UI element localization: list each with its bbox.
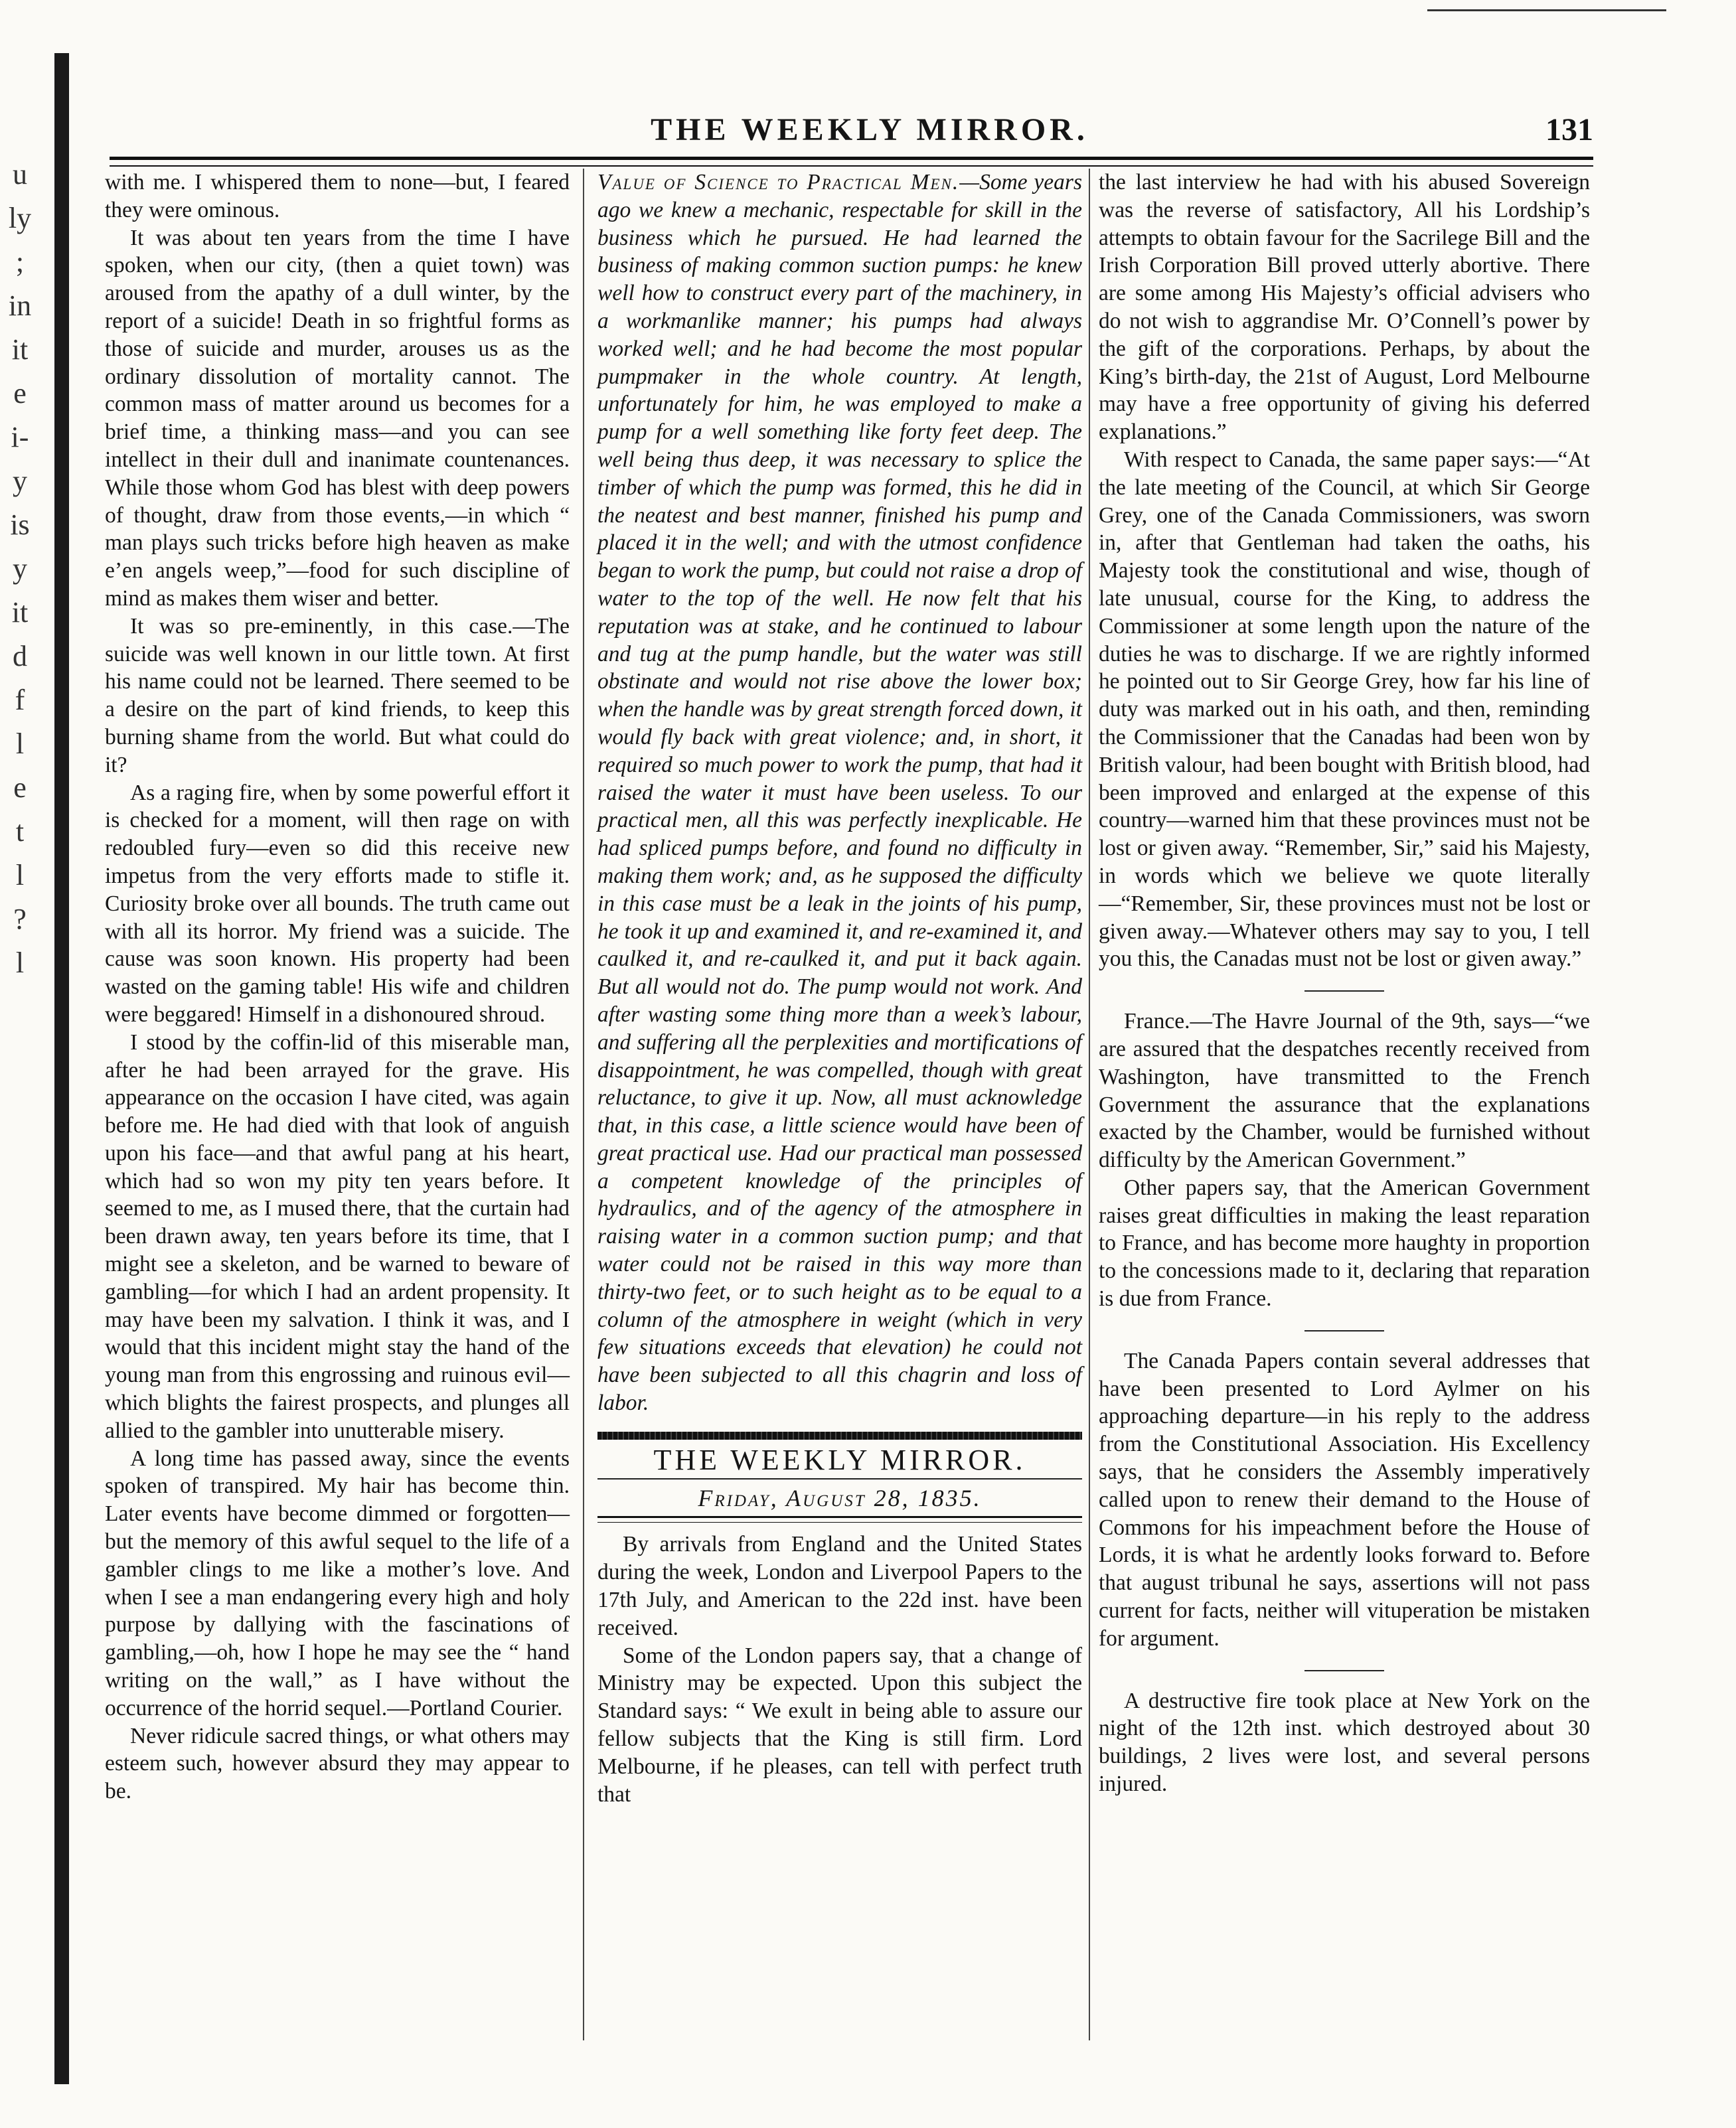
paragraph: It was about ten years from the time I have spoken, when our city, (then a quiet town) was aroused from the apathy of a dull winter, by the report of a suicide! Death in so frightful forms as those of suicide and murder, arouses us as the ordinary dissolution of mortality cannot. The common mass of matter around us becomes for a brief time, a thinking mass—and you can see intellect in their dull and inanimate countenances. While those whom God has blest with deep powers of thought, draw from those events,—in which “ man plays such tricks before high heaven as make e’en angels weep,”—food for such discipline of mind as makes them wiser and better. [105, 225, 570, 611]
running-title: THE WEEKLY MIRROR. [651, 112, 1089, 147]
masthead-rule [597, 1432, 1082, 1440]
margin-fragment: t [15, 815, 25, 848]
margin-fragment: y [13, 465, 27, 497]
column-1 [105, 169, 570, 1805]
margin-fragment: i- [11, 421, 29, 453]
paragraph: Other papers say, that the American Government raises great difficulties in making the least reparation to France, and has become more haughty in proportion to the concessions made to it, declaring that reparation is due from France. [1099, 1175, 1590, 1312]
article-heading: Value of Science to Practical Men. [597, 170, 960, 194]
margin-fragment: it [11, 333, 29, 366]
header-rule [110, 157, 1593, 167]
section-separator [1304, 1330, 1384, 1331]
paragraph: As a raging fire, when by some powerful effort it is checked for a moment, will then rage on with redoubled fury—even so did this receive new impetus from the very efforts made to stifle it. Curiosity broke over all bounds. The truth came out with all its horror. My friend was a suicide. The cause was soon known. His property had been wasted on the gaming table! His wife and children were beggared! Himself in a dishonoured shroud. [105, 780, 570, 1027]
paragraph: A long time has passed away, since the events spoken of transpired. My hair has become thin. Later events have become dimmed or forgotten—but the memory of this awful sequel to the life of a gambler clings to me like a mother’s love. And when I see a man endangering every high and holy purpose by dallying with the fascinations of gambling,—oh, how I hope he may see the “ hand writing on the wall,” as I have without the occurrence of the horrid sequel.—Portland Courier. [105, 1446, 570, 1720]
paragraph: Some of the London papers say, that a change of Ministry may be expected. Upon this subject the Standard says: “ We exult in being able to assure our fellow subjects that the King is still firm. Lord Melbourne, if he pleases, can tell with perfect truth that [597, 1643, 1082, 1807]
margin-fragment: u [13, 158, 27, 190]
margin-fragment: ; [15, 246, 25, 278]
margin-fragment: d [13, 640, 27, 672]
margin-fragment: ly [8, 202, 32, 234]
margin-fragment: is [10, 508, 30, 541]
margin-fragment: e [13, 377, 27, 410]
binding-shadow [54, 53, 69, 2084]
science-article [597, 169, 1082, 1417]
page-number: 131 [1545, 112, 1593, 147]
france-paragraph: France.—The Havre Journal of the 9th, says—“we are assured that the despatches recently received from Washington, have transmitted to the French Government the assurance that the explanations exacted by the Chamber, would be furnished without difficulty by the American Government.” [1099, 1009, 1590, 1173]
article-body: —Some years ago we knew a mechanic, respectable for skill in the business which he pursued. He had learned the business of making common suction pumps: he knew well how to construct every part of the machinery, in a workmanlike manner; his pumps had always worked well; and he had become the most popular pumpmaker in the whole country. At length, unfortunately for him, he was employed to make a pump for a well something like forty feet deep. The well being thus deep, it was necessary to splice the timber of which the pump was formed, this he did in the neatest and best manner, finished his pump and placed it in the well; and with the utmost confidence began to work the pump, but could not raise a drop of water to the top of the well. He now felt that his reputation was at stake, and he continued to labour and tug at the pump handle, but the water was still obstinate and would not rise above the lower box; when the handle was by great strength forced down, it would fly back with great violence; and, in short, it required so much power to work the pump, that had it raised the water it must have been useless. To our practical men, all this was perfectly inexplicable. He had spliced pumps before, and found no difficulty in making them work; and, as he supposed the difficulty in this case must be a leak in the joints of his pump, he took it up and examined it, and re-examined it, and caulked it, and re-caulked it, and put it back again. But all would not do. The pump would not work. And after wasting some thing more than a week’s labour, and suffering all the perplexities and mortifications of disappointment, he was compelled, though with great reluctance, to give it up. Now, all must acknowledge that, in this case, a little science would have been of great practical use. Had our practical man possessed a competent knowledge of the principles of hydraulics, and of the agency of the atmosphere in raising water in a common suction pump; and that water could not be raised in this way more than thirty-two feet, or to such height as to be equal to a column of the atmosphere in weight (which in very few situations exceeds that elevation) he could not have been subjected to all this chagrin and loss of labor. [597, 170, 1082, 1416]
paragraph: It was so pre-eminently, in this case.—The suicide was well known in our little town. At first his name could not be learned. There seemed to be a desire on the part of kind friends, to keep this burning shame from the world. But what could do it? [105, 613, 570, 777]
margin-fragment: l [15, 859, 25, 891]
margin-fragment: l [15, 947, 25, 979]
margin-bleed-text [0, 153, 40, 985]
paragraph: With respect to Canada, the same paper says:—“At the late meeting of the Council, at which Sir George Grey, one of the Canada Commissioners, was sworn in, after that Gentleman had taken the oaths, his Majesty took the constitutional and wise, though of late unusual, course for the King, to address the Commissioner at some length upon the nature of the duties he was to discharge. If we are rightly informed he pointed out to Sir George Grey, how far his line of duty was marked out in his oath, and then, reminding the Commissioner that the Canadas had been won by British valour, had been bought with British blood, had been improved and enlarged at the expense of this country—warned him that these provinces must not be lost or given away. “Remember, Sir,” said his Majesty, in words which we believe we quote literally—“Remember, Sir, these provinces must not be lost or given away.—Whatever others may say to you, I tell you this, the Canadas must not be lost or given away.” [1099, 447, 1590, 972]
paragraph: By arrivals from England and the United States during the week, London and Liverpool Papers to the 17th July, and American to the 22d inst. have been received. [597, 1532, 1082, 1640]
margin-fragment: f [15, 684, 25, 716]
masthead-rule [597, 1478, 1082, 1480]
column-2 [597, 169, 1082, 1808]
column-divider [583, 169, 584, 2040]
margin-fragment: ? [13, 903, 27, 935]
paragraph: I stood by the coffin-lid of this miserable man, after he had been arrayed for the grave. His appearance on the occasion I have cited, was again before me. He had died with that look of anguish upon his face—and that awful pang at his heart, which had so won my pity ten years before. It seemed to me, as I mused there, that the curtain had been drawn away, ten years before its time, that I might see a skeleton, and be warned to beware of gambling—for which I had an ardent propensity. It may have been my salvation. I think it was, and I would that this incident might stay the hand of the young man from this engrossing and ruinous evil—which blights the fairest prospects, and plunges all allied to the gambler into unutterable misery. [105, 1029, 570, 1443]
dateline: Friday, August 28, 1835. [698, 1484, 982, 1511]
paragraph: the last interview he had with his abused Sovereign was the reverse of satisfactory, All his Lordship’s attempts to obtain favour for the Sacrilege Bill and the Irish Corporation Bill proved utterly abortive. There are some among His Majesty’s official advisers who do not wish to aggrandise Mr. O’Connell’s power by the gift of the corporations. Perhaps, by about the King’s birth-day, the 21st of August, Lord Melbourne may have a free opportunity of giving his deferred explanations.” [1099, 170, 1590, 445]
margin-fragment: l [15, 727, 25, 760]
paragraph: The Canada Papers contain several addresses that have been presented to Lord Aylmer on his approaching departure—in his reply to the address from the Constitutional Association. His Excellency says, that he considers the Assembly imperatively called upon to renew their demand to the House of Commons for his impeachment before the House of Lords, it is what he ardently looks forward to. Before that august tribunal he says, assertions will not pass current for facts, neither will vituperation be mistaken for argument. [1099, 1348, 1590, 1651]
margin-fragment: in [8, 289, 32, 322]
top-edge-rule [1427, 9, 1666, 11]
column-divider [1089, 169, 1090, 2040]
margin-fragment: it [11, 596, 29, 629]
section-separator [1304, 1670, 1384, 1671]
margin-fragment: y [13, 552, 27, 585]
page-header [146, 112, 1593, 158]
dateline-rule [597, 1516, 1082, 1523]
masthead-title: THE WEEKLY MIRROR. [653, 1443, 1026, 1476]
margin-fragment: e [13, 771, 27, 804]
paragraph: with me. I whispered them to none—but, I feared they were ominous. [105, 170, 570, 222]
paragraph: Never ridicule sacred things, or what others may esteem such, however absurd they may appear to be. [105, 1723, 570, 1804]
paragraph: A destructive fire took place at New York on the night of the 12th inst. which destroyed about 30 buildings, 2 lives were lost, and several persons injured. [1099, 1688, 1590, 1797]
column-3 [1099, 169, 1590, 1798]
section-separator [1304, 990, 1384, 992]
